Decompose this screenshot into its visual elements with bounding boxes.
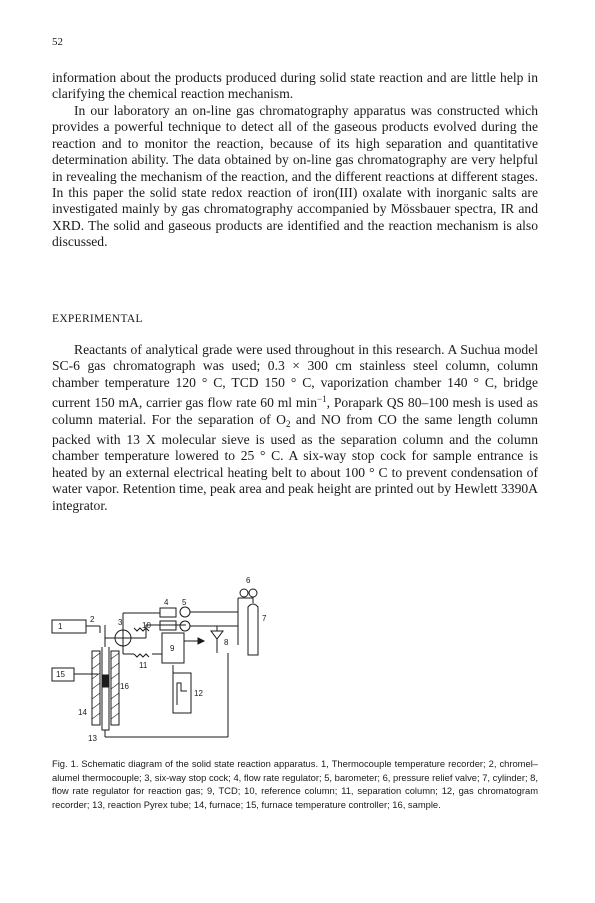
label-16: 16: [120, 682, 129, 691]
reaction-gas-regulator: [211, 631, 223, 639]
experimental-text-a: Reactants of analytical grade were used throughout in this research. A Suchua model SC-6 gas chromatograph was used; 0.3 × 300 cm stainless steel column, column chamber temperature 120 ° C, TCD 150 ° C, vaporization chamber 140 ° C, bridge current 150 mA, carrier gas flow rate 60 ml min: [52, 342, 538, 411]
label-5: 5: [182, 598, 187, 607]
separation-column-coil: [134, 654, 149, 657]
label-14: 14: [78, 708, 87, 717]
label-6: 6: [246, 576, 251, 585]
label-7: 7: [262, 614, 267, 623]
o2-subscript: 2: [285, 418, 291, 429]
relief-valve-a: [240, 589, 248, 597]
barometer-upper: [180, 607, 190, 617]
label-12: 12: [194, 689, 203, 698]
paragraph-experimental: [52, 342, 538, 514]
paragraph-laboratory: In our laboratory an on-line gas chromatography apparatus was constructed which provides a powerful technique to detect all of the gaseous products evolved during the reaction and to monitor the reaction, because of its high separation and quantitative determination ability. The data obtained by on-line gas chromatography are very helpful in revealing the mechanism of the reaction, and the different reactions at different stages. In this paper the solid state redox reaction of iron(III) oxalate with inorganic salts are investigated mainly by gas chromatography accompanied by Mössbauer spectra, IR and XRD. The solid and gaseous products are identified and the reaction mechanism is also discussed.: [52, 103, 538, 250]
apparatus-schematic: [48, 555, 368, 745]
gc-recorder-box: [173, 673, 191, 713]
experimental-text-b: , Porapark QS 80–100 mesh is used as column material. For the separation of O: [52, 395, 538, 427]
barometer-lower: [180, 621, 190, 631]
label-3: 3: [118, 618, 123, 627]
label-2: 2: [90, 615, 95, 624]
section-heading-experimental: EXPERIMENTAL: [52, 313, 143, 325]
apparatus-diagram: [48, 555, 368, 745]
label-13: 13: [88, 734, 97, 743]
sample-mark: [103, 675, 108, 687]
flow-regulator-upper: [160, 608, 176, 617]
relief-valve-b: [249, 589, 257, 597]
reaction-tube: [102, 647, 109, 730]
gas-cylinder: [248, 597, 258, 655]
page-number: 52: [52, 36, 63, 48]
figure-caption: Fig. 1. Schematic diagram of the solid state reaction apparatus. 1, Thermocouple temperature recorder; 2, chromel–alumel thermocouple; 3, six-way stop cock; 4, flow rate regulator; 5, barometer; 6, pressure relief valve; 7, cylinder; 8, flow rate regulator for reaction gas; 9, TCD; 10, reference column; 11, separation column; 12, gas chromatogram recorder; 13, reaction Pyrex tube; 14, furnace; 15, furnace temperature controller; 16, sample.: [52, 758, 538, 810]
label-10: 10: [142, 621, 151, 630]
label-1: 1: [58, 622, 63, 631]
label-4: 4: [164, 598, 169, 607]
label-8: 8: [224, 638, 229, 647]
label-9: 9: [170, 644, 175, 653]
label-11: 11: [139, 661, 148, 670]
paragraph-intro-end: information about the products produced during solid state reaction and are little help in clarifying the chemical reaction mechanism.: [52, 70, 538, 102]
experimental-text-c: and NO from CO the same length column packed with 13 X molecular sieve is used as the separation column and the column chamber temperature lowered to 25 ° C. A six-way stop cock for sample entrance is heated by an external electrical heating belt to about 100 ° C to prevent condensation of water vapor. Retention time, peak area and peak height are printed out by Hewlett 3390A integrator.: [52, 411, 538, 513]
min-exponent: −1: [317, 394, 327, 405]
label-15: 15: [56, 670, 65, 679]
